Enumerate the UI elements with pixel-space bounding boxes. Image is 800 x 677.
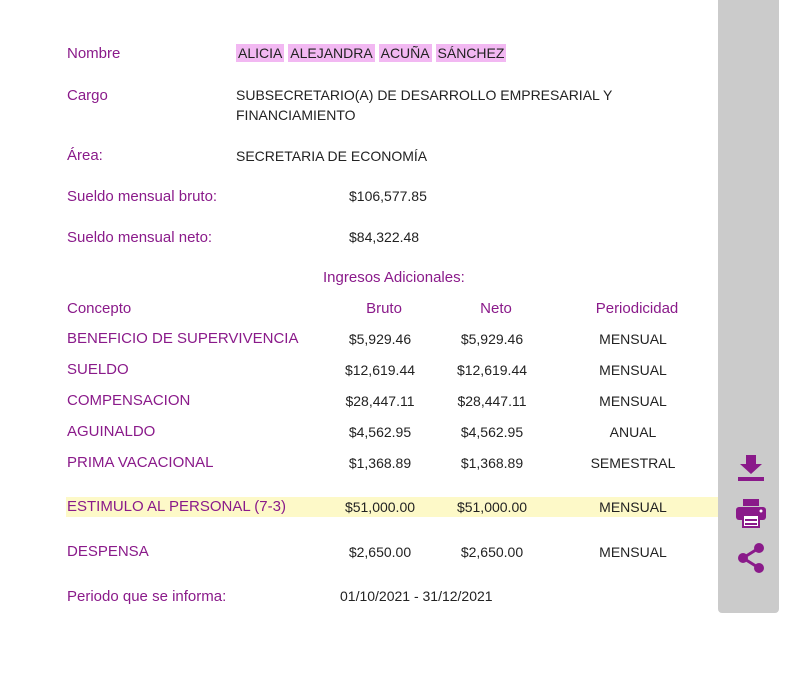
concept-cell: DESPENSA [67,543,149,560]
gross-salary-label: Sueldo mensual bruto: [67,188,218,205]
area-value: SECRETARIA DE ECONOMÍA [236,148,428,164]
concept-cell: PRIMA VACACIONAL [67,454,214,471]
gross-cell: $2,650.00 [348,544,412,560]
gross-cell: $1,368.89 [348,455,412,471]
name-part: ALEJANDRA [290,45,373,61]
header-net: Neto [480,300,512,317]
header-period: Periodicidad [595,300,679,317]
header-concept: Concepto [67,300,132,317]
period-cell: ANUAL [609,424,657,440]
net-cell: $1,368.89 [460,455,524,471]
download-icon[interactable] [731,448,771,488]
period-cell: MENSUAL [599,393,667,409]
period-value: 01/10/2021 - 31/12/2021 [340,588,493,604]
net-cell: $5,929.46 [460,331,524,347]
gross-salary-value: $106,577.85 [349,188,427,204]
net-cell: $12,619.44 [456,362,528,378]
period-cell: MENSUAL [599,362,667,378]
net-salary-value: $84,322.48 [349,229,420,245]
period-cell: SEMESTRAL [590,455,676,471]
area-label: Área: [67,147,103,164]
print-icon[interactable] [731,493,771,533]
concept-cell: COMPENSACION [67,392,191,409]
period-cell: MENSUAL [599,331,667,347]
net-salary-label: Sueldo mensual neto: [67,229,213,246]
period-cell: MENSUAL [599,499,667,515]
concept-cell: SUELDO [67,361,129,378]
gross-cell: $51,000.00 [344,499,416,515]
name-value [236,45,506,61]
period-cell: MENSUAL [599,544,667,560]
concept-cell: ESTIMULO AL PERSONAL (7-3) [67,498,286,515]
position-value-line1: SUBSECRETARIO(A) DE DESARROLLO EMPRESARIAL Y [236,87,613,103]
name-part: ALICIA [238,45,283,61]
name-part: SÁNCHEZ [437,45,505,61]
net-cell: $4,562.95 [460,424,524,440]
position-value-line2: FINANCIAMIENTO [236,107,356,123]
gross-cell: $12,619.44 [344,362,416,378]
header-gross: Bruto [366,300,402,317]
concept-cell: BENEFICIO DE SUPERVIVENCIA [67,330,299,347]
gross-cell: $5,929.46 [348,331,412,347]
net-cell: $51,000.00 [456,499,528,515]
share-icon[interactable] [731,538,771,578]
gross-cell: $4,562.95 [348,424,412,440]
concept-cell: AGUINALDO [67,423,156,440]
period-label: Periodo que se informa: [67,588,227,605]
gross-cell: $28,447.11 [345,393,415,409]
net-cell: $28,447.11 [457,393,527,409]
additional-income-title: Ingresos Adicionales: [323,269,465,286]
net-cell: $2,650.00 [460,544,524,560]
name-part: ACUÑA [380,45,430,61]
name-label: Nombre [67,45,121,62]
position-label: Cargo [67,87,108,104]
